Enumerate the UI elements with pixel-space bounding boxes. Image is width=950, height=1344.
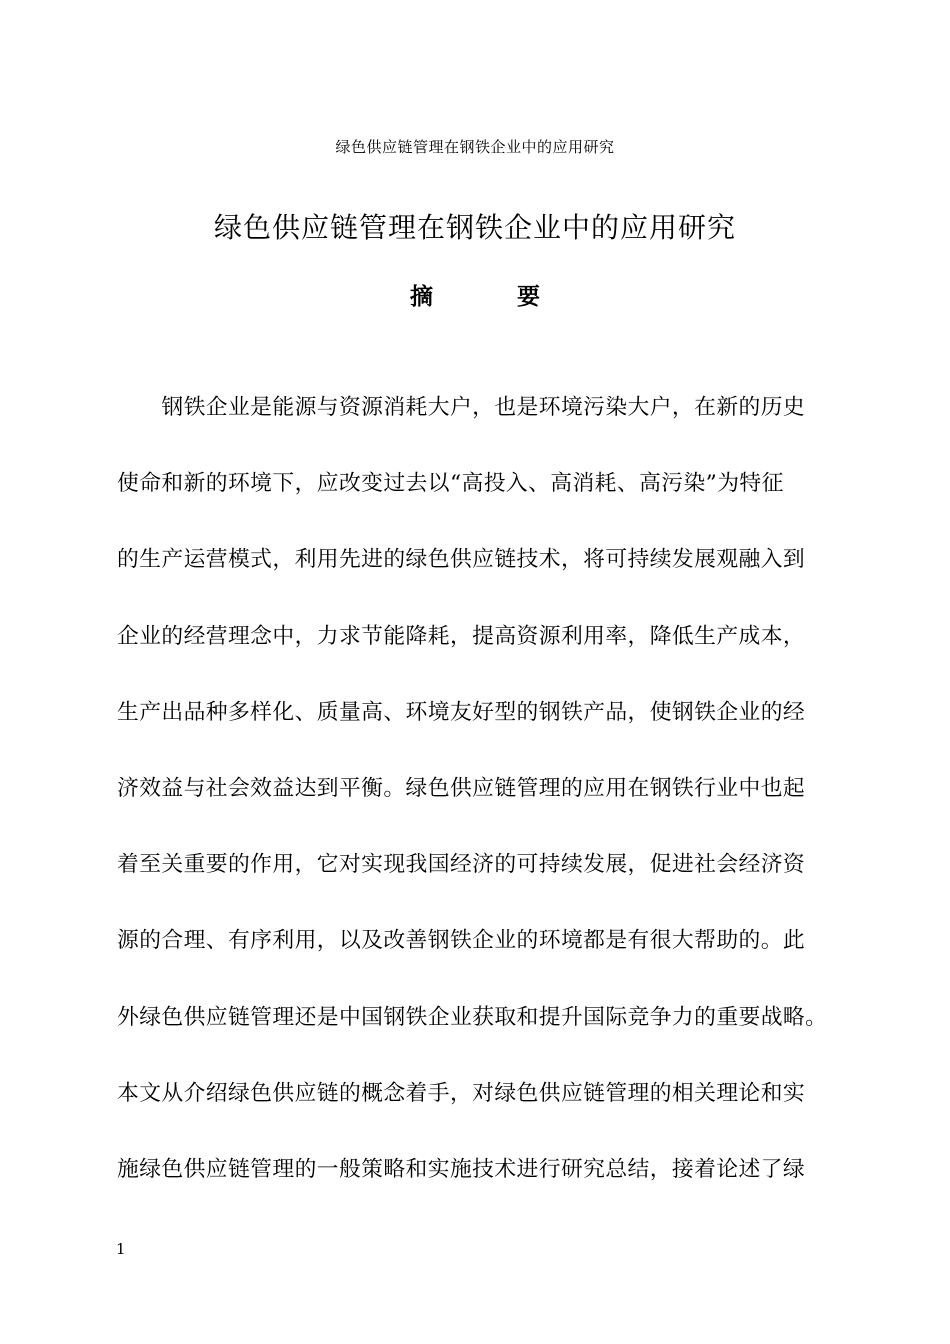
abstract-heading: 摘 要 [409,284,578,310]
abstract-line: 施绿色供应链管理的一般策略和实施技术进行研究总结，接着论述了绿 [117,1156,806,1182]
page-number: 1 [116,1240,126,1258]
abstract-line: 钢铁企业是能源与资源消耗大户，也是环境污染大户，在新的历史 [117,395,806,420]
abstract-line: 的生产运营模式，利用先进的绿色供应链技术，将可持续发展观融入到 [117,547,806,573]
abstract-line: 外绿色供应链管理还是中国钢铁企业获取和提升国际竞争力的重要战略。 [117,1004,828,1030]
running-header: 绿色供应链管理在钢铁企业中的应用研究 [335,138,615,156]
abstract-line: 济效益与社会效益达到平衡。绿色供应链管理的应用在钢铁行业中也起 [117,775,806,801]
abstract-line: 生产出品种多样化、质量高、环境友好型的钢铁产品，使钢铁企业的经 [117,699,806,725]
abstract-body [117,345,833,1208]
document-title: 绿色供应链管理在钢铁企业中的应用研究 [213,211,736,244]
abstract-line: 着至关重要的作用，它对实现我国经济的可持续发展，促进社会经济资 [117,852,806,878]
abstract-line: 企业的经营理念中，力求节能降耗，提高资源利用率，降低生产成本， [117,623,806,649]
abstract-line: 使命和新的环境下，应改变过去以“高投入、高消耗、高污染”为特征 [117,471,784,497]
abstract-line: 本文从介绍绿色供应链的概念着手，对绿色供应链管理的相关理论和实 [117,1080,806,1106]
abstract-line: 源的合理、有序利用，以及改善钢铁企业的环境都是有很大帮助的。此 [117,928,806,954]
